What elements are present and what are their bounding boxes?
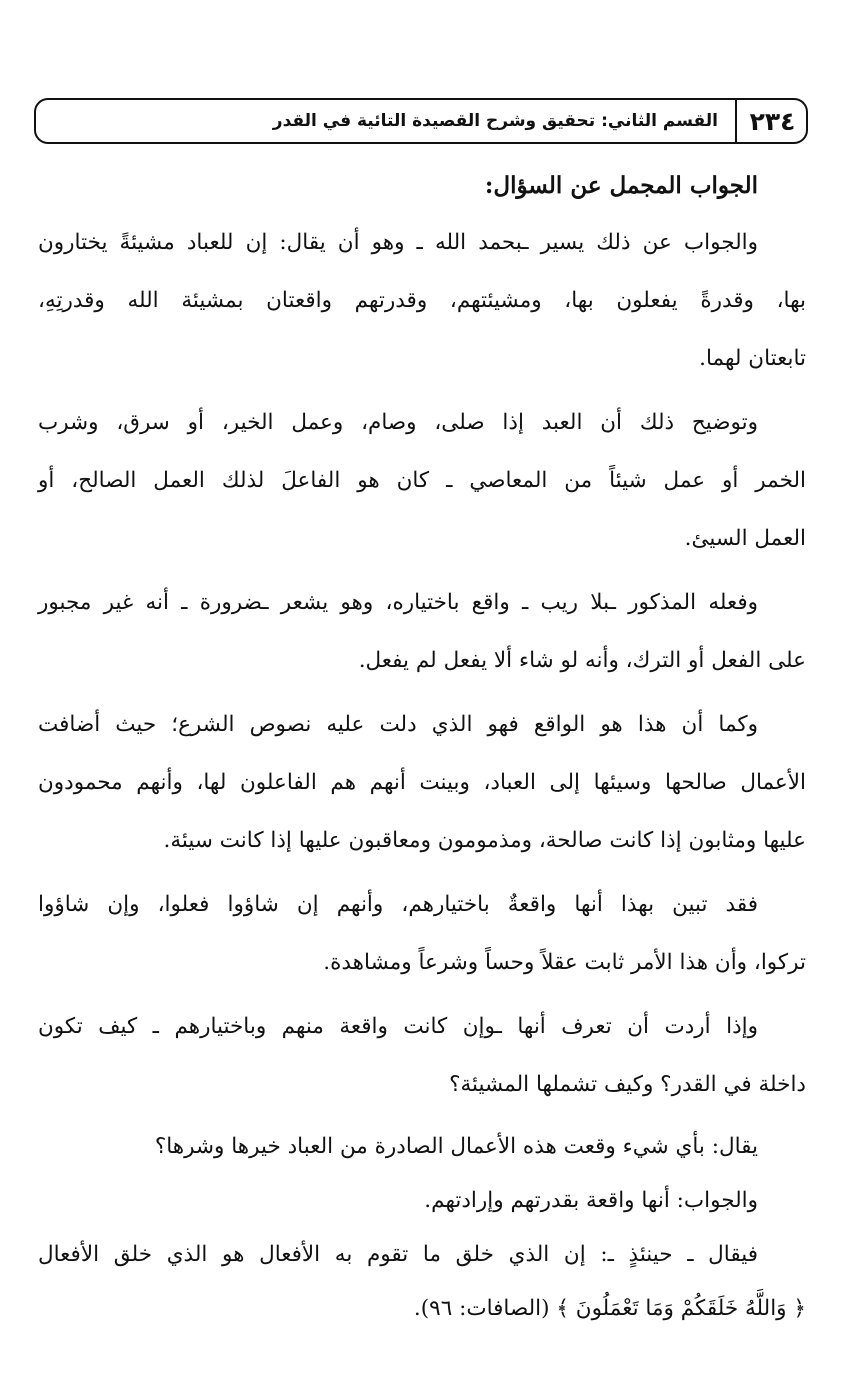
text-line: بها، وقدرةً يفعلون بها، ومشيئتهم، وقدرتهم واقعتان بمشيئة الله وقدرتِهِ، bbox=[38, 288, 806, 313]
closing-paragraph bbox=[38, 1228, 806, 1282]
paragraph-5 bbox=[38, 876, 806, 992]
text-line: العمل السيئ. bbox=[684, 526, 806, 551]
paragraph-3 bbox=[38, 574, 806, 690]
text-line: فقد تبين بهذا أنها واقعةٌ باختيارهم، وأنهم إن شاؤوا فعلوا، وإن شاؤوا bbox=[38, 892, 758, 917]
text-line: فيقال ـ حينئذٍ ـ: إن الذي خلق ما تقوم به الأفعال هو الذي خلق الأفعال bbox=[38, 1242, 758, 1267]
text-line: تركوا، وأن هذا الأمر ثابت عقلاً وحساً وشرعاً ومشاهدة. bbox=[323, 950, 806, 975]
text-line: وإذا أردت أن تعرف أنها ـوإن كانت واقعة منهم وباختيارهم ـ كيف تكون bbox=[38, 1014, 758, 1039]
section-heading: الجواب المجمل عن السؤال: bbox=[484, 172, 758, 199]
question-line: يقال: بأي شيء وقعت هذه الأعمال الصادرة من العباد خيرها وشرها؟ bbox=[154, 1134, 758, 1159]
text-line: وكما أن هذا هو الواقع فهو الذي دلت عليه نصوص الشرع؛ حيث أضافت bbox=[38, 712, 758, 737]
answer-line: والجواب: أنها واقعة بقدرتهم وإرادتهم. bbox=[424, 1188, 758, 1213]
text-line: وفعله المذكور ـبلا ريب ـ واقع باختياره، وهو يشعر ـضرورة ـ أنه غير مجبور bbox=[38, 590, 758, 615]
page-number: ٢٣٤ bbox=[735, 98, 808, 144]
text-line: الخمر أو عمل شيئاً من المعاصي ـ كان هو الفاعلَ لذلك العمل الصالح، أو bbox=[38, 468, 806, 493]
text-line: وتوضيح ذلك أن العبد إذا صلى، وصام، وعمل الخير، أو سرق، وشرب bbox=[38, 410, 758, 435]
text-line: داخلة في القدر؟ وكيف تشملها المشيئة؟ bbox=[449, 1072, 806, 1097]
paragraph-2 bbox=[38, 394, 806, 568]
running-title: القسم الثاني: تحقيق وشرح القصيدة التائية في القدر bbox=[272, 111, 718, 131]
page-body bbox=[38, 158, 806, 1336]
paragraph-4 bbox=[38, 696, 806, 870]
quran-verse: ﴿ وَاللَّهُ خَلَقَكُمْ وَمَا تَعْمَلُونَ ﴾ bbox=[556, 1296, 806, 1321]
text-line: على الفعل أو الترك، وأنه لو شاء ألا يفعل لم يفعل. bbox=[358, 648, 806, 673]
text-line: والجواب عن ذلك يسير ـبحمد الله ـ وهو أن يقال: إن للعباد مشيئةً يختارون bbox=[38, 230, 758, 255]
text-line: الأعمال صالحها وسيئها إلى العباد، وبينت أنهم هم الفاعلون لها، وأنهم محمودون bbox=[38, 770, 806, 795]
verse-citation: (الصافات: ٩٦). bbox=[413, 1296, 550, 1321]
running-header bbox=[34, 98, 808, 144]
text-line: تابعتان لهما. bbox=[699, 346, 806, 371]
quran-quote-line bbox=[38, 1282, 806, 1336]
paragraph-6 bbox=[38, 998, 806, 1114]
paragraph-1 bbox=[38, 214, 806, 388]
text-line: عليها ومثابون إذا كانت صالحة، ومذمومون ومعاقبون عليها إذا كانت سيئة. bbox=[163, 828, 806, 853]
